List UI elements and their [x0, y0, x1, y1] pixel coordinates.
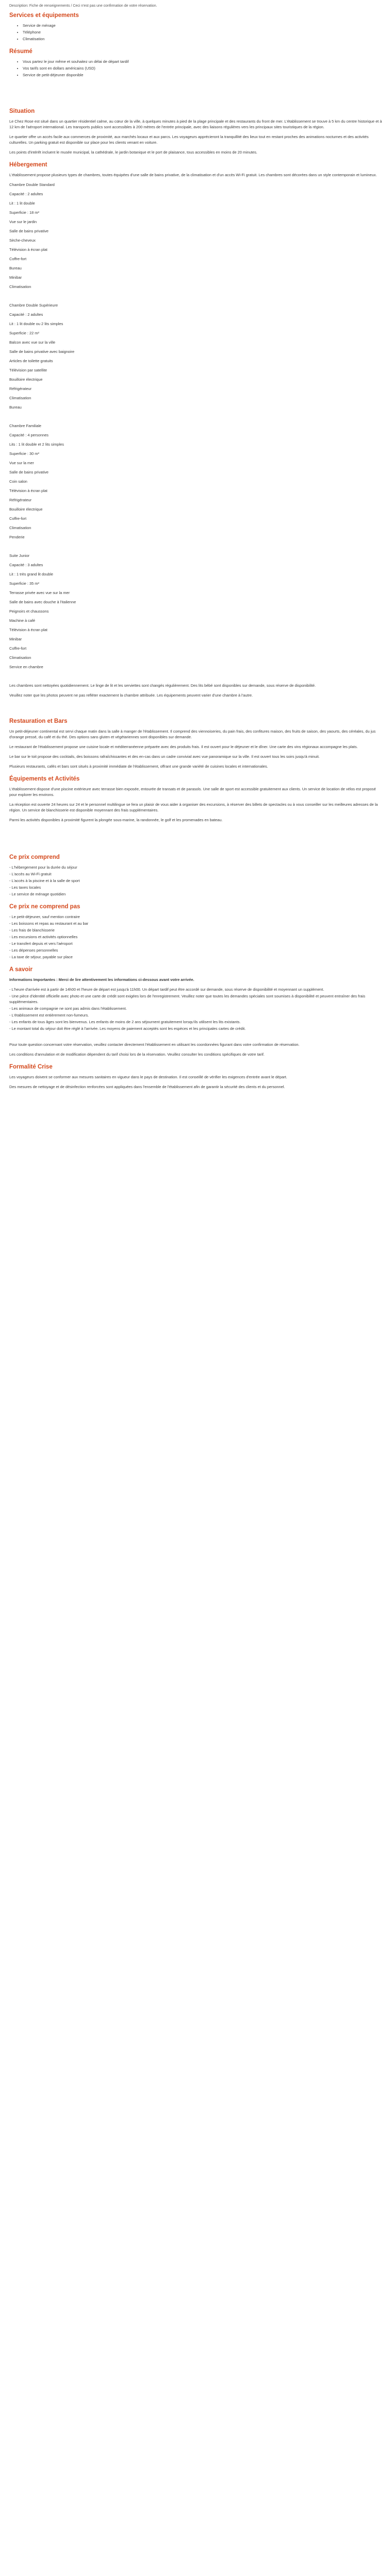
list-item: - Le service de ménage quotidien — [9, 892, 66, 896]
room-feature: Coffre-fort — [9, 516, 27, 521]
list-item: - L'heure d'arrivée est à partir de 14h00 et l'heure de départ est jusqu'à 11h00. Un départ tardif peut être accordé sur demande, sous réserve de disponibilité et moyennant un supplément. — [9, 987, 324, 992]
room-detail: Superficie : 35 m² — [9, 581, 39, 586]
list-item: - Le montant total du séjour doit être réglé à l'arrivée. Les moyens de paiement acceptés sont les espèces et les principales cartes de crédit. — [9, 1026, 246, 1031]
paragraph: Parmi les activités disponibles à proximité figurent la plongée sous-marine, la randonnée, le golf et les promenades en bateau. — [9, 818, 223, 822]
section-title-hebergement: Hébergement — [9, 162, 47, 168]
list-item: - Les taxes locales — [9, 885, 41, 890]
room-detail: Lit : 1 lit double — [9, 201, 35, 206]
room-feature: Climatisation — [9, 526, 31, 530]
room-feature: Salle de bains avec douche à l'italienne — [9, 600, 76, 604]
room-feature: Salle de bains privative — [9, 470, 49, 474]
room-feature: Service en chambre — [9, 665, 43, 669]
paragraph: Pour toute question concernant votre réservation, veuillez contacter directement l'établissement en utilisant les coordonnées figurant dans votre confirmation de réservation. — [9, 1042, 300, 1047]
paragraph: Veuillez noter que les photos peuvent ne pas refléter exactement la chambre attribuée. Les équipements peuvent varier d'une chambre à l'autre. — [9, 693, 253, 698]
room-detail: Capacité : 3 adultes — [9, 563, 43, 567]
paragraph: La réception est ouverte 24 heures sur 24 et le personnel multilingue se fera un plaisir de vous aider à organiser des excursions, à réserver des billets de spectacles ou à vous conseiller sur les meilleures adresses de la région. Un service de blanchisserie est disponible moyennant des frais supplémentaires. — [9, 802, 378, 812]
room-feature: Télévision par satellite — [9, 368, 47, 372]
list-item: • Vous partez le jour même et souhaitez un délai de départ tardif — [23, 59, 383, 64]
list-item: - Une pièce d'identité officielle avec photo et une carte de crédit sont exigées lors de l'enregistrement. Veuillez noter que toutes les demandes spéciales sont soumises à disponibilité et peuvent entraîner des frais supplémentaires. — [9, 994, 366, 1004]
section-title-savoir: A savoir — [9, 967, 32, 973]
room-block — [9, 553, 383, 670]
room-feature: Salle de bains privative avec baignoire — [9, 349, 75, 354]
paragraph: L'établissement propose plusieurs types de chambres, toutes équipées d'une salle de bains privative, de la climatisation et d'un accès Wi-Fi gratuit. Les chambres sont décorées dans un style contemporain et lumineux. — [9, 173, 377, 177]
list-item: - Le transfert depuis et vers l'aéroport — [9, 941, 73, 946]
section-title-non-inclus: Ce prix ne comprend pas — [9, 904, 80, 910]
room-detail: Balcon avec vue sur la ville — [9, 340, 56, 345]
room-detail: Vue sur la mer — [9, 461, 34, 465]
room-block — [9, 182, 383, 290]
room-feature: Climatisation — [9, 396, 31, 400]
important-notice: Informations Importantes : Merci de lire attentivement les informations ci-dessous avant votre arrivée. — [9, 977, 194, 982]
section-title-inclus: Ce prix comprend — [9, 854, 60, 860]
room-feature: Machine à café — [9, 618, 36, 623]
room-detail: Lits : 1 lit double et 2 lits simples — [9, 442, 64, 447]
room-feature: Minibar — [9, 275, 22, 280]
room-feature: Télévision à écran plat — [9, 247, 47, 252]
paragraph: L'établissement dispose d'une piscine extérieure avec terrasse bien exposée, entourée de transats et de parasols. Une salle de sport est accessible gratuitement aux clients. Un service de location de vélos est proposé pour explorer les environs. — [9, 787, 376, 797]
room-detail: Superficie : 18 m² — [9, 210, 39, 215]
room-feature: Sèche-cheveux — [9, 238, 36, 243]
document-topline: Description: Fiche de renseignements / Ceci n'est pas une confirmation de votre réservation. — [9, 4, 157, 8]
list-item: • Vos tarifs sont en dollars américains (USD) — [23, 65, 383, 71]
room-feature: Coin salon — [9, 479, 27, 484]
room-feature: Coffre-fort — [9, 257, 27, 261]
room-block — [9, 423, 383, 540]
list-item: • Service de ménage — [23, 23, 383, 28]
list-item: - L'hébergement pour la durée du séjour — [9, 865, 77, 870]
paragraph: Les conditions d'annulation et de modification dépendent du tarif choisi lors de la réservation. Veuillez consulter les conditions spécifiques de votre tarif. — [9, 1052, 265, 1057]
paragraph: Des mesures de nettoyage et de désinfection renforcées sont appliquées dans l'ensemble de l'établissement afin de garantir la sécurité des clients et du personnel. — [9, 1084, 285, 1089]
list-item: - Les enfants de tous âges sont les bienvenus. Les enfants de moins de 2 ans séjournent gratuitement lorsqu'ils utilisent les lits existants. — [9, 1020, 241, 1024]
list-item: - Les animaux de compagnie ne sont pas admis dans l'établissement. — [9, 1006, 127, 1011]
room-feature: Climatisation — [9, 655, 31, 660]
paragraph: Plusieurs restaurants, cafés et bars sont situés à proximité immédiate de l'établissement, offrant une grande variété de cuisines locales et internationales. — [9, 764, 268, 769]
room-feature: Télévision à écran plat — [9, 628, 47, 632]
room-feature: Coffre-fort — [9, 646, 27, 651]
list-item: • Téléphone — [23, 29, 383, 35]
paragraph: Le bar sur le toit propose des cocktails, des boissons rafraîchissantes et des en-cas dans un cadre convivial avec vue panoramique sur la ville. Il est ouvert tous les soirs jusqu'à minuit. — [9, 754, 320, 759]
room-detail: Lit : 1 très grand lit double — [9, 572, 54, 577]
services-list — [9, 23, 383, 42]
room-feature: Penderie — [9, 535, 25, 539]
room-feature: Réfrigérateur — [9, 386, 32, 391]
room-feature: Télévision à écran plat — [9, 488, 47, 493]
list-item: - Les dépenses personnelles — [9, 948, 58, 953]
room-feature: Bouilloire électrique — [9, 377, 43, 382]
room-block — [9, 302, 383, 410]
list-item: - Les boissons et repas au restaurant et au bar — [9, 921, 89, 926]
document-page — [0, 0, 391, 1106]
room-feature: Réfrigérateur — [9, 498, 32, 502]
room-name: Chambre Familiale — [9, 423, 42, 428]
resume-list — [9, 59, 383, 78]
room-feature: Peignoirs et chaussons — [9, 609, 49, 614]
room-detail: Capacité : 2 adultes — [9, 192, 43, 196]
room-detail: Superficie : 22 m² — [9, 331, 39, 335]
list-item: • Climatisation — [23, 36, 383, 42]
list-item: - L'accès au Wi-Fi gratuit — [9, 872, 52, 876]
list-item: - Les excursions et activités optionnelles — [9, 935, 78, 939]
room-feature: Articles de toilette gratuits — [9, 359, 53, 363]
list-item: - Les frais de blanchisserie — [9, 928, 55, 933]
room-name: Suite Junior — [9, 553, 30, 558]
room-detail: Lit : 1 lit double ou 2 lits simples — [9, 321, 63, 326]
room-feature: Bureau — [9, 405, 22, 410]
room-feature: Salle de bains privative — [9, 229, 49, 233]
paragraph: Les voyageurs doivent se conformer aux mesures sanitaires en vigueur dans le pays de destination. Il est conseillé de vérifier les exigences d'entrée avant le départ. — [9, 1075, 287, 1079]
paragraph: Le restaurant de l'établissement propose une cuisine locale et méditerranéenne préparée avec des produits frais. Il est ouvert pour le déjeuner et le dîner. Une carte des vins régionaux accompagne les plats. — [9, 744, 358, 749]
paragraph: Un petit-déjeuner continental est servi chaque matin dans la salle à manger de l'établissement. Il comprend des viennoiseries, du pain frais, des confitures maison, des fruits de saison, des yaourts, des céréales, du jus d'orange pressé, du café et du thé. Des options sans gluten et végétariennes sont disponibles sur demande. — [9, 729, 376, 739]
room-detail: Terrasse privée avec vue sur la mer — [9, 590, 70, 595]
paragraph: Le quartier offre un accès facile aux commerces de proximité, aux marchés locaux et aux parcs. Les voyageurs apprécieront la tranquillité des lieux tout en restant proches des animations nocturnes et des activités culturelles. Un parking gratuit est disponible sur place pour les clients venant en voiture. — [9, 134, 369, 145]
room-detail: Superficie : 30 m² — [9, 451, 39, 456]
section-title-equipements: Équipements et Activités — [9, 776, 80, 782]
list-item: - Le petit-déjeuner, sauf mention contraire — [9, 914, 80, 919]
section-title-formalite: Formalité Crise — [9, 1064, 53, 1070]
room-feature: Bouilloire électrique — [9, 507, 43, 512]
room-feature: Minibar — [9, 637, 22, 641]
room-name: Chambre Double Standard — [9, 182, 55, 187]
room-detail: Capacité : 2 adultes — [9, 312, 43, 317]
paragraph: Le Chez Rose est situé dans un quartier résidentiel calme, au cœur de la ville, à quelques minutes à pied de la plage principale et des restaurants du front de mer. L'établissement se trouve à 5 km du centre historique et à 12 km de l'aéroport international. Les transports publics sont accessibles à 200 mètres de l'entrée principale, avec des liaisons régulières vers les principaux sites touristiques de la région. — [9, 119, 382, 129]
section-title-services: Services et équipements — [9, 12, 79, 19]
section-title-resume: Résumé — [9, 48, 32, 55]
list-item: - La taxe de séjour, payable sur place — [9, 955, 73, 959]
room-detail: Capacité : 4 personnes — [9, 433, 49, 437]
room-feature: Climatisation — [9, 284, 31, 289]
list-item: - L'établissement est entièrement non-fumeurs. — [9, 1013, 89, 1018]
list-item: • Service de petit-déjeuner disponible — [23, 72, 383, 78]
room-detail: Vue sur le jardin — [9, 219, 37, 224]
room-name: Chambre Double Supérieure — [9, 303, 58, 308]
paragraph: Les points d'intérêt incluent le musée municipal, la cathédrale, le jardin botanique et le port de plaisance, tous accessibles en moins de 20 minutes. — [9, 150, 257, 155]
room-feature: Bureau — [9, 266, 22, 270]
section-title-restauration: Restauration et Bars — [9, 718, 68, 724]
paragraph: Les chambres sont nettoyées quotidiennement. Le linge de lit et les serviettes sont changés régulièrement. Des lits bébé sont disponibles sur demande, sous réserve de disponibilité. — [9, 683, 316, 688]
section-title-situation: Situation — [9, 108, 35, 114]
list-item: - L'accès à la piscine et à la salle de sport — [9, 878, 80, 883]
